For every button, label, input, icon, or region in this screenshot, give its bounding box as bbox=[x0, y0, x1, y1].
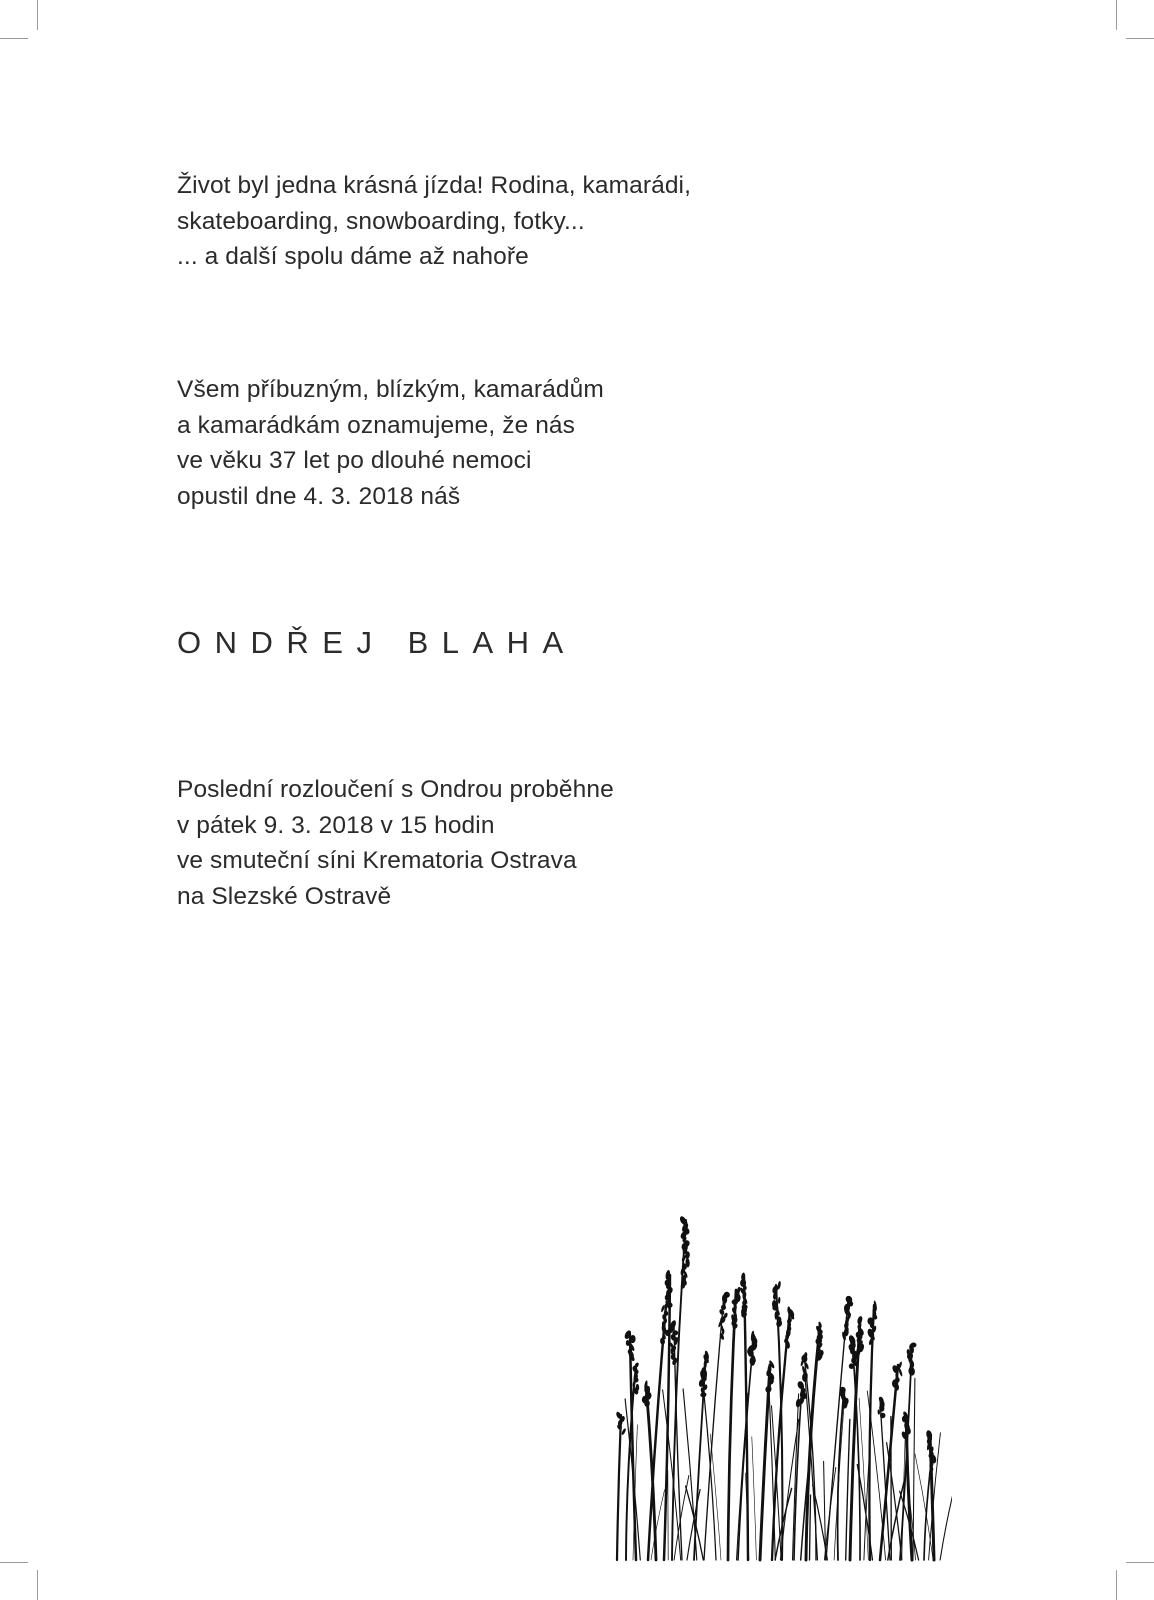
announcement-text bbox=[177, 372, 604, 514]
crop-mark-top-right-horizontal bbox=[1126, 38, 1154, 39]
motto-line: skateboarding, snowboarding, fotky... bbox=[177, 207, 585, 235]
crop-mark-top-left-vertical bbox=[37, 0, 38, 30]
farewell-line: v pátek 9. 3. 2018 v 15 hodin bbox=[177, 811, 495, 839]
announcement-line: ve věku 37 let po dlouhé nemoci bbox=[177, 447, 532, 474]
motto-line: ... a další spolu dáme až nahoře bbox=[177, 243, 529, 270]
crop-mark-bottom-left-vertical bbox=[37, 1570, 38, 1600]
farewell-line: na Slezské Ostravě bbox=[177, 882, 392, 910]
motto-text bbox=[177, 168, 691, 275]
announcement-line: opustil dne 4. 3. 2018 náš bbox=[177, 482, 461, 510]
crop-mark-bottom-left-horizontal bbox=[0, 1562, 28, 1563]
farewell-line: Poslední rozloučení s Ondrou proběhne bbox=[177, 776, 614, 803]
crop-mark-bottom-right-vertical bbox=[1116, 1570, 1117, 1600]
crop-mark-top-left-horizontal bbox=[0, 38, 28, 39]
farewell-line: ve smuteční síni Krematoria Ostrava bbox=[177, 847, 577, 874]
crop-mark-top-right-vertical bbox=[1116, 0, 1117, 30]
announcement-line: Všem příbuzným, blízkým, kamarádům bbox=[177, 376, 604, 403]
crop-mark-bottom-right-horizontal bbox=[1126, 1562, 1154, 1563]
grass-silhouette-illustration bbox=[612, 1215, 952, 1565]
deceased-name: ONDŘEJ BLAHA bbox=[177, 625, 577, 660]
farewell-text bbox=[177, 772, 614, 914]
motto-line: Život byl jedna krásná jízda! Rodina, kamarádi, bbox=[177, 172, 692, 199]
announcement-line: a kamarádkám oznamujeme, že nás bbox=[177, 411, 576, 439]
